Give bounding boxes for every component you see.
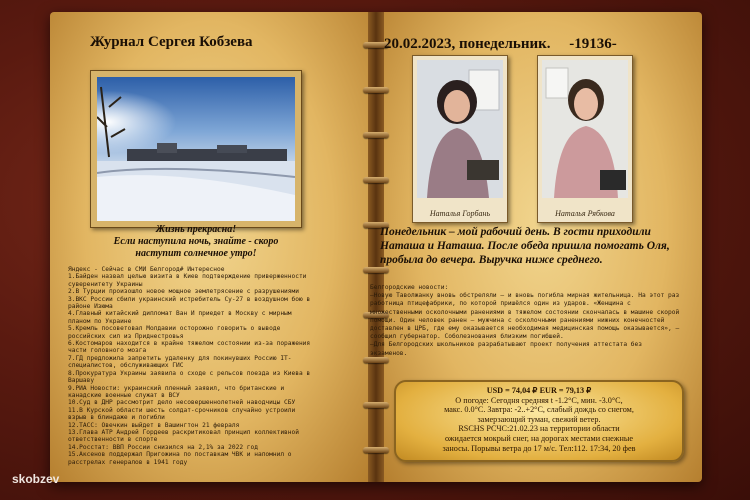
news-item: 14.Росстат: ВВП России снизился на 2,1% за 2022 год — [68, 443, 258, 451]
belgorod-news — [370, 284, 682, 358]
news-item: –Новую Таволжанку вновь обстреляли – и вновь погибла мирная жительница. На этот раз работница птицефабрики, по которой пришёлся один из ударов. «Женщина с множественными осколочными ранениями в тяжелом состоянии скончалась в машине скорой помощи. Один человек ранен – мужчина с осколочными ранениями нижних конечностей доставлен в ЦРБ, где ему оказывается необходимая медицинская помощь оказывается», – сообщил губернатор. Соболезнования близким погибшей. — [370, 292, 680, 341]
winter-photo-frame — [90, 70, 302, 228]
caption-text: Жизнь прекрасна! Если наступила ночь, знайте - скоро наступит солнечное утро! — [113, 224, 279, 259]
photo-caption — [96, 224, 296, 260]
news-item: –Для Белгородских школьников разрабатывают проект получения аттестата без экзаменов. — [370, 341, 642, 357]
news-item: 13.Глава АТР Андрей Гордеев раскритиковал принцип коллективной ответственности в спорте — [68, 428, 299, 444]
portrait-name: Наталья Горбань — [429, 209, 491, 218]
news-item: 12.ТАСС: Овечкин выйдет в Вашингтон 21 февраля — [68, 421, 240, 429]
author-watermark: skobzev — [12, 472, 60, 486]
currency-rates: USD = 74,04 ₽ EUR = 79,13 ₽ — [486, 386, 592, 395]
news-item: 11.В Курской области шесть солдат-срочников случайно устроили взрыв в блиндаже и погибли — [68, 406, 296, 422]
news-item: 6.Костомаров находится в крайне тяжелом состоянии из-за поражения части головного мозга — [68, 340, 311, 355]
news-item: 5.Кремль посоветовал Молдавии осторожно говорить о выводе российских сил из Приднестровья — [68, 325, 281, 340]
portrait-name: Наталья Рябкова — [555, 209, 615, 218]
news-item: 1.Байден назвал целью визита в Киев подтверждение приверженности суверенитету Украины — [68, 273, 307, 288]
weather-line: заносы. Порывы ветра до 17 м/с. Тел:112. 17:34, 20 фев — [442, 443, 636, 453]
weather-line: макс. 0.0°C. Завтра: -2..+2°C, слабый дождь со снегом, — [444, 405, 634, 415]
binder-ring — [363, 177, 389, 183]
weather-line: О погоде: Сегодня средняя t -1.2°C, мин. -3.0°C, — [455, 395, 623, 405]
journal-title: Журнал Сергея Кобзева — [90, 34, 253, 50]
portrait-photo — [542, 60, 628, 198]
date-line: 20.02.2023, понедельник. -19136- — [384, 36, 617, 52]
binder-ring — [363, 357, 389, 363]
binder-ring — [363, 402, 389, 408]
diary-entry: Понедельник – мой рабочий день. В гости приходили Наташа и Наташа. После обеда пришла помогать Оля, пробыла до вечера. Выручка ниже среднего. — [380, 226, 670, 266]
news-item: 4.Главный китайский дипломат Ван И приедет в Москву с мирным планом по Украине — [68, 310, 292, 325]
news-item: 10.Суд в ДНР рассмотрит дело несовершеннолетней наводчицы СБУ — [68, 399, 296, 407]
binder-ring — [363, 132, 389, 138]
news-item: 15.Аксенов поддержал Пригожина по поставкам ЧВК и напомнил о расстрелах генералов в 1941 году — [68, 451, 292, 466]
binder-ring — [363, 447, 389, 453]
news-header: Яндекс - Сейчас в СМИ Белгород# Интересное — [68, 266, 225, 273]
news-item: 9.РИА Новости: украинский пленный заявил, что британские и канадские военные служат в ВСУ — [68, 384, 285, 399]
news-header: Белгородские новости: — [370, 284, 449, 291]
portrait-card — [412, 55, 508, 223]
weather-line: RSCHS РСЧС:21.02.23 на территории области — [458, 424, 620, 434]
news-item: 3.ВКС России сбили украинский истребитель Су-27 в воздушном бою в районе Изюма — [68, 295, 311, 311]
portrait-card — [537, 55, 633, 223]
weather-line: ожидается мокрый снег, на дорогах местами снежные — [445, 433, 633, 443]
news-item: 2.В Турции произошло новое мощное землетрясение с разрушениями — [68, 288, 299, 296]
weather-plate — [394, 380, 684, 462]
binder-ring — [363, 87, 389, 93]
portrait-photo — [417, 60, 503, 198]
news-item: 8.Прокуратура Украины заявила о сходе с рельсов поезда из Киева в Варшаву — [68, 369, 311, 385]
news-item: 7.ГД предложила запретить удаленку для покинувших Россию IT-специалистов, обслуживающих ГИС — [68, 354, 292, 370]
winter-river-photo — [97, 77, 295, 221]
yandex-news-list — [68, 266, 316, 466]
weather-line: замерзающий туман, свежий ветер. — [477, 414, 601, 424]
binder-ring — [363, 267, 389, 273]
